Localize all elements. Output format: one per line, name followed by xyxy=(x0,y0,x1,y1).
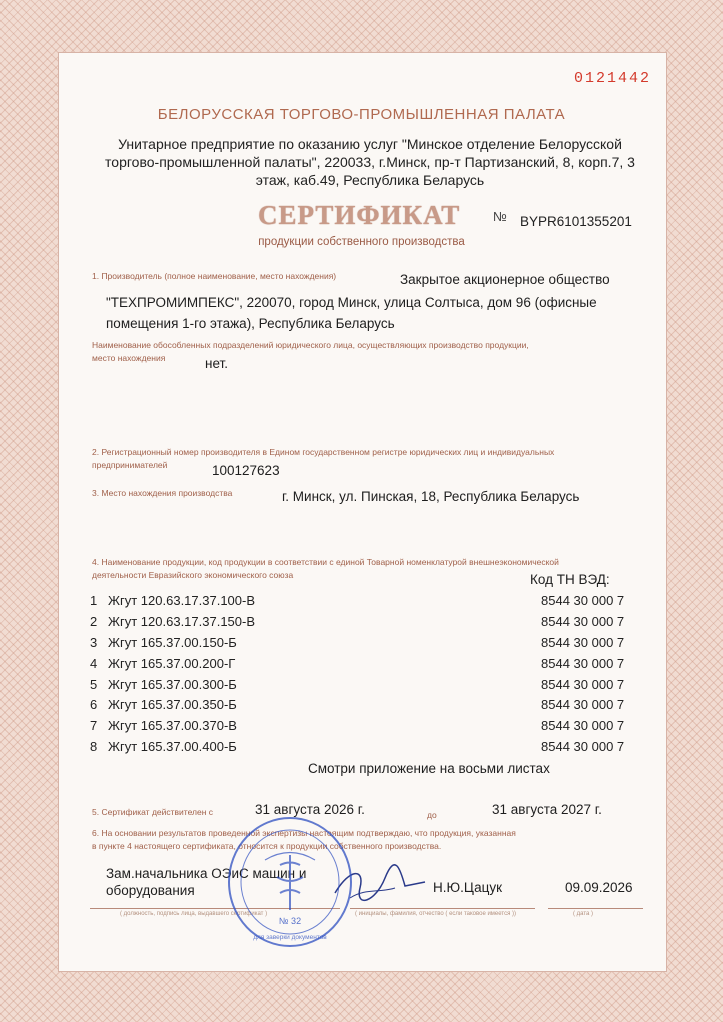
production-site-label: 3. Место нахождения производства xyxy=(92,488,233,498)
list-item-name: Жгут 165.37.00.200-Г xyxy=(108,656,236,671)
issuer-details: Унитарное предприятие по оказанию услуг "Минское отделение Белорусской торгово-промышленной палаты", 220033, г.Минск, пр-т Партизанский, 8, корп.7, 3 этаж, каб.49, Республика Беларусь xyxy=(105,136,635,188)
number-sign: № xyxy=(493,209,507,224)
list-item-name: Жгут 165.37.00.300-Б xyxy=(108,677,237,692)
signer-position: Зам.начальника ОЭиС машин и xyxy=(106,866,307,881)
list-item-name: Жгут 165.37.00.400-Б xyxy=(108,739,237,754)
list-item-number: 6 xyxy=(90,697,98,712)
list-item-name: Жгут 165.37.00.350-Б xyxy=(108,697,237,712)
stamp-number: № 32 xyxy=(278,916,302,926)
sign-date: 09.09.2026 xyxy=(565,880,633,895)
official-stamp xyxy=(225,815,355,950)
producer-line-2: "ТЕХПРОМИМПЕКС", 220070, город Минск, улица Солтыса, дом 96 (офисные xyxy=(106,295,597,310)
validity-label: 5. Сертификат действителен с xyxy=(92,807,214,817)
branches-value: нет. xyxy=(205,356,228,371)
certificate-subtitle: продукции собственного производства xyxy=(258,236,465,248)
list-item-name: Жгут 165.37.00.150-Б xyxy=(108,635,237,650)
registration-label-2: предпринимателей xyxy=(92,460,168,470)
list-item-number: 5 xyxy=(90,677,98,692)
producer-line-1: Закрытое акционерное общество xyxy=(400,272,610,287)
list-item-number: 4 xyxy=(90,656,98,671)
chamber-title: БЕЛОРУССКАЯ ТОРГОВО-ПРОМЫШЛЕННАЯ ПАЛАТА xyxy=(157,106,566,123)
products-label-2: деятельности Евразийского экономического союза xyxy=(92,570,294,580)
certificate-title: СЕРТИФИКАТ xyxy=(258,200,461,230)
list-item-code: 8544 30 000 7 xyxy=(541,593,625,608)
code-header: Код ТН ВЭД: xyxy=(530,572,610,587)
list-item-name: Жгут 120.63.17.37.150-В xyxy=(108,614,256,629)
signer-name: Н.Ю.Цацук xyxy=(433,880,503,895)
valid-to-label: до xyxy=(427,810,437,820)
list-item-code: 8544 30 000 7 xyxy=(541,614,625,629)
position-caption: ( должность, подпись лица, выдавшего сертификат ) xyxy=(120,911,268,917)
list-item-name: Жгут 120.63.17.37.100-В xyxy=(108,593,256,608)
list-item-name: Жгут 165.37.00.370-В xyxy=(108,718,237,733)
list-item-code: 8544 30 000 7 xyxy=(541,739,625,754)
list-item-code: 8544 30 000 7 xyxy=(541,656,625,671)
stamp-text: для заверки документов xyxy=(253,934,327,941)
list-item-code: 8544 30 000 7 xyxy=(541,677,625,692)
production-site-value: г. Минск, ул. Пинская, 18, Республика Беларусь xyxy=(282,489,580,504)
appendix-note: Смотри приложение на восьми листах xyxy=(308,761,550,776)
list-item-number: 3 xyxy=(90,635,98,650)
registration-label: 2. Регистрационный номер производителя в Едином государственном регистре юридических лиц и индивидуальных xyxy=(92,447,555,457)
branches-label-2: место нахождения xyxy=(92,353,166,363)
valid-from: 31 августа 2026 г. xyxy=(255,802,365,817)
list-item-number: 2 xyxy=(90,614,98,629)
serial-number: 0121442 xyxy=(573,70,651,87)
list-item-code: 8544 30 000 7 xyxy=(541,697,625,712)
name-line xyxy=(350,908,535,909)
products-label: 4. Наименование продукции, код продукции в соответствии с единой Товарной номенклатурой внешнеэкономической xyxy=(92,557,559,567)
name-caption: ( инициалы, фамилия, отчество ( если таковое имеется )) xyxy=(355,911,517,917)
confirmation-text-2: в пункте 4 настоящего сертификата, относится к продукции собственного производства. xyxy=(92,841,442,851)
list-item-code: 8544 30 000 7 xyxy=(541,718,625,733)
certificate-number: BYPR6101355201 xyxy=(520,214,632,229)
certificate-heading xyxy=(258,200,460,231)
registration-number: 100127623 xyxy=(212,463,280,478)
date-line xyxy=(548,908,643,909)
date-caption: ( дата ) xyxy=(573,911,594,917)
list-item-number: 7 xyxy=(90,718,98,733)
producer-label: 1. Производитель (полное наименование, место нахождения) xyxy=(92,271,337,281)
list-item-number: 1 xyxy=(90,593,98,608)
list-item-number: 8 xyxy=(90,739,98,754)
producer-line-3: помещения 1-го этажа), Республика Беларусь xyxy=(106,316,395,331)
confirmation-text: 6. На основании результатов проведенной экспертизы настоящим подтверждаю, что продукция, указанная xyxy=(92,828,516,838)
list-item-code: 8544 30 000 7 xyxy=(541,635,625,650)
branches-label: Наименование обособленных подразделений юридического лица, осуществляющих производство продукции, xyxy=(92,340,529,350)
valid-to: 31 августа 2027 г. xyxy=(492,802,602,817)
signer-position-2: оборудования xyxy=(106,883,195,898)
